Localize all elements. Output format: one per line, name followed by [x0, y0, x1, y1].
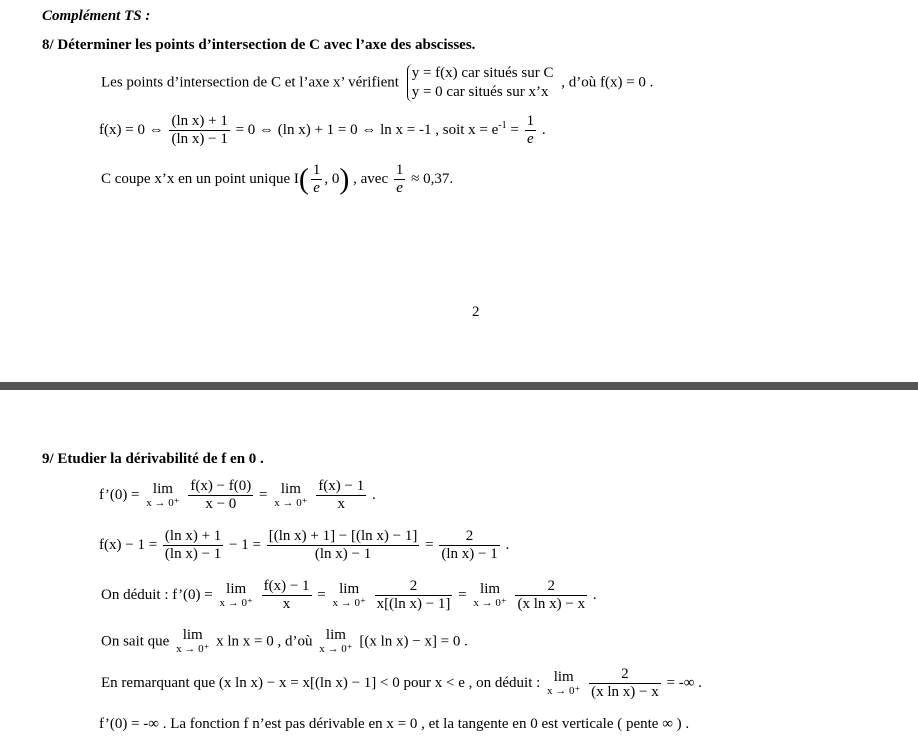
- fraction: $\frac{2}{\text{x[(ln x) − 1]}}$: [376, 578, 451, 612]
- limit: lim x → 0⁺: [547, 668, 581, 697]
- equation-resolution-line: f(x) = 0 ⇔ $\frac{\text{(ln x) + 1}}{\text{(ln x) − 1}}$ = 0 ⇔ (ln x) + 1 = 0 ⇔ ln x = -1 , soit $x = e^{-1}$ = $\frac{1}{e}$ .: [99, 113, 546, 147]
- derivative-definition-line: f’(0) = lim x → 0⁺ $\frac{f(x) - f(0)}{x - 0}$ = lim x → 0⁺ $\frac{f(x) - 1}{x}$ .: [99, 478, 376, 512]
- difference-simplification-line: f(x) − 1 = $\frac{\text{(ln x) + 1}}{\text{(ln x) − 1}}$ − 1 = $\frac{\text{[(ln x) + 1] − [(ln x) − 1]}}{\text{(ln x) − 1}}$ = $\frac{2}{\text{(ln x) − 1}}$ .: [99, 528, 510, 562]
- fraction: $\frac{\text{[(ln x) + 1] − [(ln x) − 1]}}{\text{(ln x) − 1}}$: [268, 528, 418, 562]
- fraction: $\frac{2}{\text{(ln x) − 1}}$: [441, 528, 498, 562]
- intersection-condition-line: Les points d’intersection de C et l’axe x’ vérifient y = f(x) car situés sur C y = 0 car situés sur x’x , d’où f(x) = 0 .: [101, 65, 654, 100]
- fraction: $\frac{f(x) - 1}{x}$: [318, 478, 365, 512]
- sign-remark-line: En remarquant que (x ln x) − x = x[(ln x) − 1] < 0 pour x < e , on déduit : lim x → 0⁺ $\frac{2}{\text{(x ln x) − x}}$ = -∞ .: [101, 666, 702, 700]
- equation-system: y = f(x) car situés sur C y = 0 car situés sur x’x: [407, 64, 554, 102]
- page-separator: [0, 382, 918, 390]
- limit: lim x → 0⁺: [332, 580, 366, 609]
- limit: lim x → 0⁺: [274, 480, 308, 509]
- fraction: $\frac{\text{(ln x) + 1}}{\text{(ln x) − 1}}$: [164, 528, 222, 562]
- fraction: $\frac{1}{e}$: [526, 113, 535, 147]
- limit: lim x → 0⁺: [219, 580, 253, 609]
- limit: lim x → 0⁺: [473, 580, 507, 609]
- known-limit-line: On sait que lim x → 0⁺ x ln x = 0 , d’où lim x → 0⁺ [(x ln x) − x] = 0 .: [101, 627, 468, 655]
- fraction: $\frac{1}{e}$: [312, 162, 321, 196]
- limit: lim x → 0⁺: [319, 627, 353, 655]
- deduction-line: On déduit : f’(0) = lim x → 0⁺ $\frac{f(x) - 1}{x}$ = lim x → 0⁺ $\frac{2}{\text{x[(ln x) − 1]}}$ = lim x → 0⁺ $\frac{2}{\text{(x ln x) − x}}$ .: [101, 578, 597, 612]
- fraction: $\frac{f(x) - 1}{x}$: [263, 578, 310, 612]
- unique-point-line: C coupe x’x en un point unique I( $\frac{1}{e}$ , 0) , avec $\frac{1}{e}$ ≈ 0,37.: [101, 162, 454, 196]
- fraction: $\frac{2}{\text{(x ln x) − x}}$: [591, 666, 659, 700]
- page-header: Complément TS :: [42, 8, 151, 24]
- limit: lim x → 0⁺: [146, 480, 180, 509]
- fraction: $\frac{2}{\text{(x ln x) − x}}$: [517, 578, 586, 612]
- fraction: $\frac{1}{e}$: [395, 162, 404, 196]
- limit: lim x → 0⁺: [176, 627, 210, 655]
- fraction: $\frac{\text{(ln x) + 1}}{\text{(ln x) − 1}}$: [171, 113, 228, 147]
- fraction: $\frac{f(x) - f(0)}{x - 0}$: [190, 478, 252, 512]
- section-8-heading: 8/ Déterminer les points d’intersection de C avec l’axe des abscisses.: [42, 37, 476, 53]
- section-9-heading: 9/ Etudier la dérivabilité de f en 0 .: [42, 451, 264, 467]
- conclusion-line: f’(0) = -∞ . La fonction f n’est pas dérivable en x = 0 , et la tangente en 0 est verticale ( pente ∞ ) .: [99, 716, 690, 732]
- page-number: 2: [472, 304, 480, 320]
